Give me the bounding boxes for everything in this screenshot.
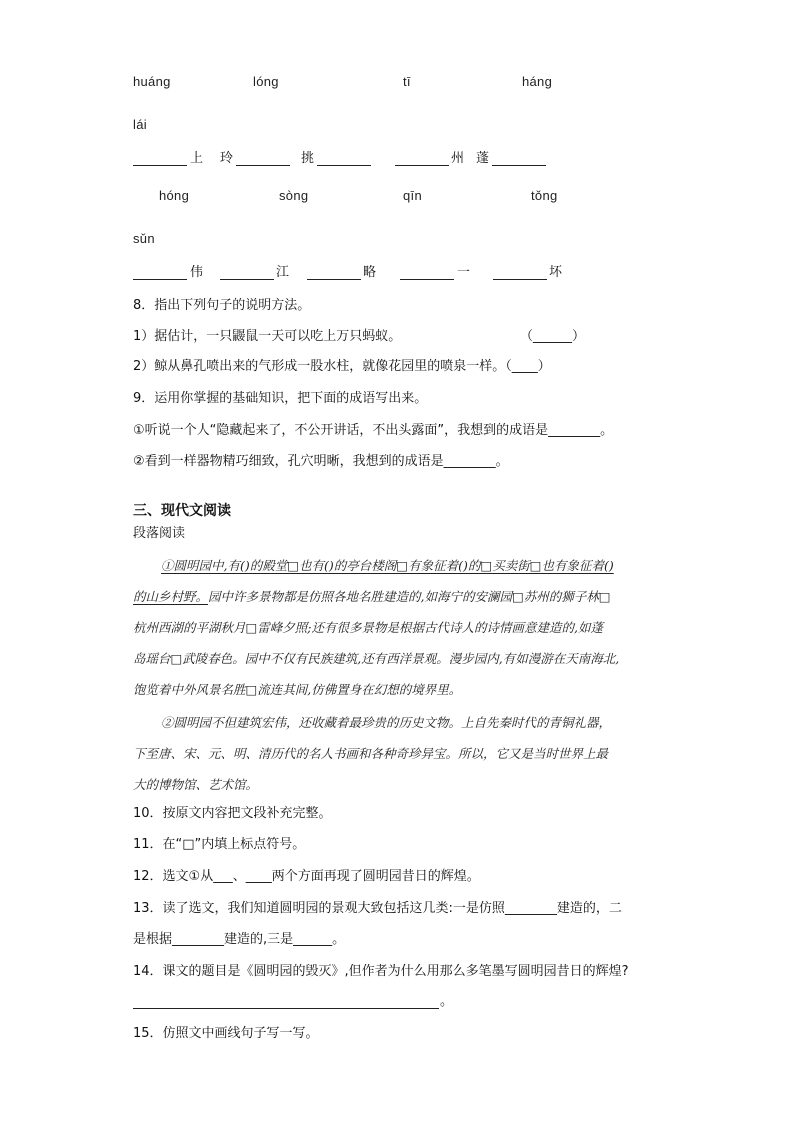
passage-p1-line5: 饱览着中外风景名胜□流连其间,仿佛置身在幻想的境界里。: [133, 682, 462, 697]
char-9: 一: [457, 265, 471, 280]
q14: 14．课文的题目是《圆明园的毁灭》,但作者为什么用那么多笔墨写圆明园昔日的辉煌?: [133, 964, 629, 979]
pinyin-9: tǒng: [531, 188, 558, 203]
pinyin-8: qīn: [403, 188, 422, 203]
q10: 10．按原文内容把文段补充完整。: [133, 806, 332, 821]
pinyin-5: lái: [133, 117, 147, 132]
blank-line[interactable]: [236, 165, 290, 166]
passage-p1-line3: 杭州西湖的平湖秋月□雷峰夕照;还有很多景物是根据古代诗人的诗情画意建造的,如蓬: [133, 620, 603, 635]
blank-line[interactable]: [133, 165, 187, 166]
q9-item1: ①听说一个人“隐藏起来了，不公开讲话，不出头露面”，我想到的成语是________。: [133, 423, 614, 438]
section-subheading: 段落阅读: [133, 526, 186, 541]
q14-answer-line[interactable]: [133, 1008, 439, 1009]
blank-line[interactable]: [395, 165, 449, 166]
underlined-sentence-end: 的山乡村野。: [133, 589, 209, 604]
q13-line2: 是根据________建造的,三是______。: [133, 932, 346, 947]
passage-p2-line2: 下至唐、宋、元、明、清历代的名人书画和各种奇珍异宝。所以，它又是当时世界上最: [133, 746, 609, 761]
q11: 11．在“□”内填上标点符号。: [133, 837, 306, 852]
char-4: 州: [451, 151, 465, 166]
blank-line[interactable]: [220, 279, 274, 280]
q14-end: 。: [440, 994, 454, 1009]
passage-p2-line3: 大的博物馆、艺术馆。: [133, 777, 259, 792]
char-5: 蓬: [476, 151, 490, 166]
blank-line[interactable]: [317, 165, 371, 166]
char-7: 江: [276, 265, 290, 280]
blank-line[interactable]: [133, 279, 187, 280]
char-2: 玲: [220, 151, 234, 166]
blank-line[interactable]: [493, 279, 547, 280]
q9-item2: ②看到一样器物精巧细致，孔穴明晰，我想到的成语是________。: [133, 454, 509, 469]
pinyin-4: háng: [522, 74, 553, 89]
blank-line[interactable]: [307, 279, 361, 280]
char-8: 略: [363, 265, 377, 280]
pinyin-6: hóng: [159, 188, 190, 203]
pinyin-7: sòng: [279, 188, 309, 203]
passage-p2-line1: ②圆明园不但建筑宏伟，还收藏着最珍贵的历史文物。上自先秦时代的青铜礼器，: [161, 715, 612, 730]
blank-line[interactable]: [400, 279, 454, 280]
q8-item1: 1）据估计，一只鼹鼠一天可以吃上万只蚂蚁。: [133, 329, 402, 344]
q12: 12．选文①从___、____两个方面再现了圆明园昔日的辉煌。: [133, 869, 480, 884]
q8-item1-answer[interactable]: （______）: [520, 329, 586, 344]
passage-p1-line4: 岛瑶台□武陵春色。园中不仅有民族建筑,还有西洋景观。漫步园内,有如漫游在天南海北,: [133, 651, 620, 666]
q8-title: 8．指出下列句子的说明方法。: [133, 298, 311, 313]
pinyin-1: huáng: [133, 74, 171, 89]
passage-p1-line2: [133, 589, 611, 605]
q13-line1: 13．读了选文，我们知道圆明园的景观大致包括这几类:一是仿照________建造的，二: [133, 901, 622, 916]
blank-line[interactable]: [492, 165, 546, 166]
char-10: 坏: [549, 265, 563, 280]
section-heading: 三、现代文阅读: [133, 503, 231, 519]
char-6: 伟: [190, 265, 204, 280]
q9-title: 9．运用你掌握的基础知识，把下面的成语写出来。: [133, 391, 428, 406]
pinyin-10: sǔn: [133, 231, 155, 246]
q15: 15．仿照文中画线句子写一写。: [133, 1026, 319, 1041]
passage-p1-line1: ①圆明园中,有()的殿堂□也有()的亭台楼阁□有象征着()的□买卖街□也有象征着(): [161, 558, 614, 573]
passage-text: 园中许多景物都是仿照各地名胜建造的,如海宁的安澜园□苏州的狮子林□: [208, 589, 611, 604]
char-1: 上: [190, 151, 204, 166]
char-3: 挑: [301, 151, 315, 166]
pinyin-2: lóng: [253, 74, 279, 89]
q8-item2: 2）鲸从鼻孔喷出来的气形成一股水柱，就像花园里的喷泉一样。（____）: [133, 359, 551, 374]
pinyin-3: tī: [403, 74, 411, 89]
